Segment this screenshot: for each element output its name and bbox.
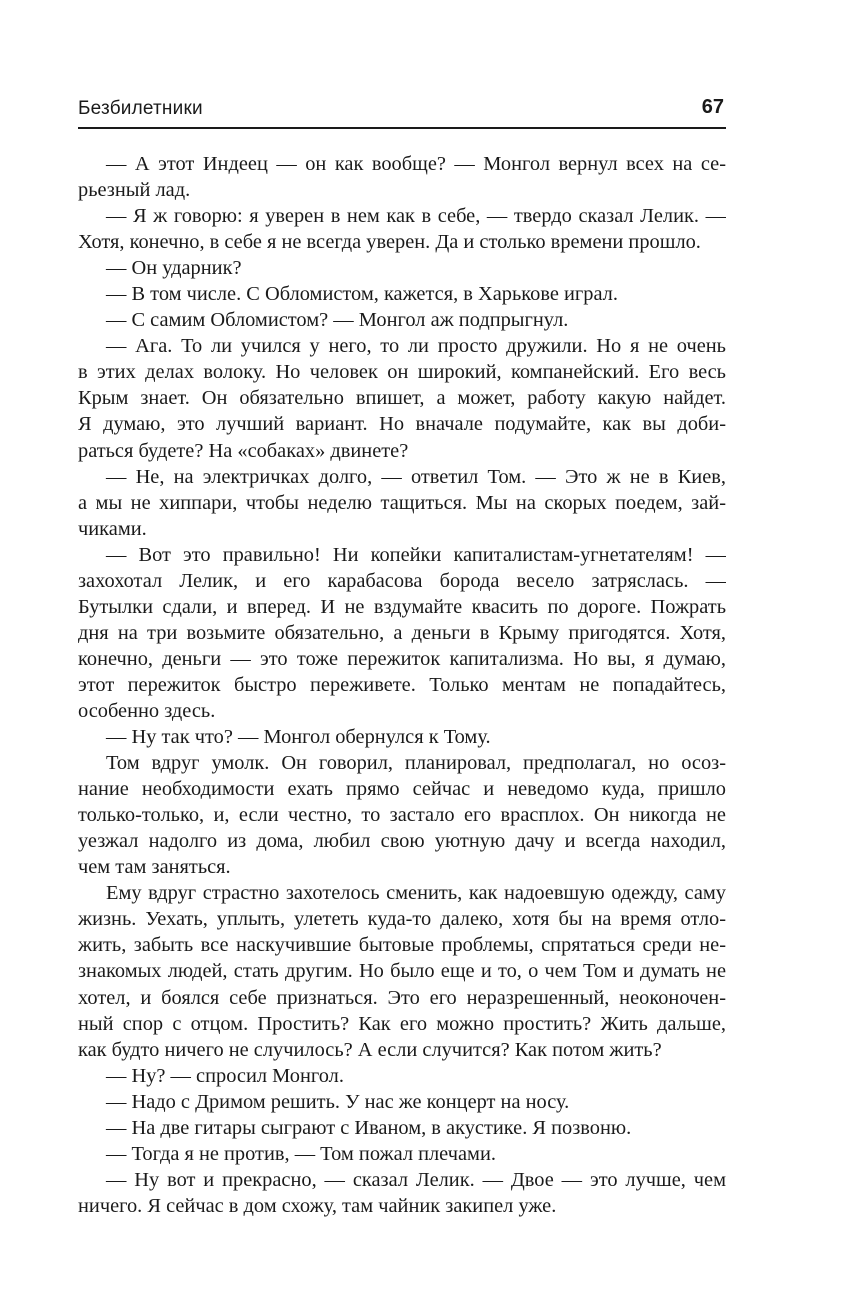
text-line: — С самим Обломистом? — Монгол аж подпрыгнул. bbox=[106, 309, 569, 332]
text-line: уезжал надолго из дома, любил свою уютную дачу и всегда находил, bbox=[78, 830, 726, 853]
body-text bbox=[78, 151, 726, 1219]
text-line: ный спор с отцом. Простить? Как его можно простить? Жить дальше, bbox=[78, 1012, 726, 1035]
running-head bbox=[78, 96, 726, 124]
header-rule bbox=[78, 127, 726, 129]
text-line: — Тогда я не против, — Том пожал плечами. bbox=[106, 1142, 496, 1165]
text-line: особенно здесь. bbox=[78, 699, 216, 722]
text-line: — Ну? — спросил Монгол. bbox=[106, 1064, 344, 1087]
text-line: этот пережиток быстро переживете. Только ментам не попадайтесь, bbox=[78, 673, 726, 696]
text-line: захохотал Лелик, и его карабасова борода весело затряслась. — bbox=[78, 569, 726, 592]
text-line: жизнь. Уехать, уплыть, улететь куда-то далеко, хотя бы на время отло- bbox=[78, 908, 726, 931]
text-line: — Ага. То ли учился у него, то ли просто дружили. Но я не очень bbox=[106, 335, 726, 358]
text-line: рьезный лад. bbox=[78, 179, 191, 202]
text-line: хотел, и боялся себе признаться. Это его неразрешенный, неоконочен- bbox=[78, 986, 726, 1009]
text-line: как будто ничего не случилось? А если случится? Как потом жить? bbox=[78, 1038, 662, 1061]
text-line: — А этот Индеец — он как вообще? — Монгол вернул всех на се- bbox=[106, 153, 726, 175]
text-line: конечно, деньги — это тоже пережиток капитализма. Но вы, я думаю, bbox=[78, 647, 726, 670]
text-line: — На две гитары сыграют с Иваном, в акустике. Я позвоню. bbox=[106, 1116, 632, 1139]
text-line: Я думаю, это лучший вариант. Но вначале подумайте, как вы доби- bbox=[78, 413, 726, 436]
text-line: — Я ж говорю: я уверен в нем как в себе, — твердо сказал Лелик. — bbox=[106, 205, 726, 228]
text-line: в этих делах волоку. Но человек он широкий, компанейский. Его весь bbox=[78, 361, 726, 384]
text-line: — В том числе. С Обломистом, кажется, в Харькове играл. bbox=[106, 283, 618, 306]
running-title: Безбилетники bbox=[78, 98, 203, 119]
text-line: знакомых людей, стать другим. Но было еще и то, о чем Том и думать не bbox=[78, 960, 726, 983]
text-line: а мы не хиппари, чтобы неделю тащиться. Мы на скорых поедем, зай- bbox=[78, 491, 726, 514]
text-line: нание необходимости ехать прямо сейчас и неведомо куда, пришло bbox=[78, 778, 726, 801]
text-line: Том вдруг умолк. Он говорил, планировал, предполагал, но осоз- bbox=[106, 752, 726, 775]
text-line: Бутылки сдали, и вперед. И не вздумайте квасить по дороге. Пожрать bbox=[78, 595, 726, 618]
page-number: 67 bbox=[701, 96, 724, 118]
text-line: — Ну вот и прекрасно, — сказал Лелик. — Двое — это лучше, чем bbox=[106, 1168, 726, 1191]
text-line: — Ну так что? — Монгол обернулся к Тому. bbox=[106, 726, 491, 749]
text-line: Хотя, конечно, в себе я не всегда уверен. Да и столько времени прошло. bbox=[78, 231, 701, 254]
text-line: жить, забыть все наскучившие бытовые проблемы, спрятаться среди не- bbox=[78, 934, 726, 957]
text-line: — Он ударник? bbox=[106, 257, 242, 280]
text-line: дня на три возьмите обязательно, а деньги в Крыму пригодятся. Хотя, bbox=[78, 621, 726, 644]
text-line: только-только, и, если честно, то застало его врасплох. Он никогда не bbox=[78, 804, 726, 827]
text-line: Ему вдруг страстно захотелось сменить, как надоевшую одежду, саму bbox=[106, 882, 726, 905]
text-line: Крым знает. Он обязательно впишет, а может, работу какую найдет. bbox=[78, 387, 726, 410]
text-line: — Надо с Дримом решить. У нас же концерт на носу. bbox=[106, 1090, 570, 1113]
text-line: — Вот это правильно! Ни копейки капиталистам-угнетателям! — bbox=[106, 543, 726, 566]
text-line: чем там заняться. bbox=[78, 856, 231, 879]
text-line: ничего. Я сейчас в дом схожу, там чайник закипел уже. bbox=[78, 1194, 557, 1217]
text-line: — Не, на электричках долго, — ответил Том. — Это ж не в Киев, bbox=[106, 465, 726, 488]
text-line: раться будете? На «собаках» двинете? bbox=[78, 439, 409, 462]
text-line: чиками. bbox=[78, 517, 147, 540]
